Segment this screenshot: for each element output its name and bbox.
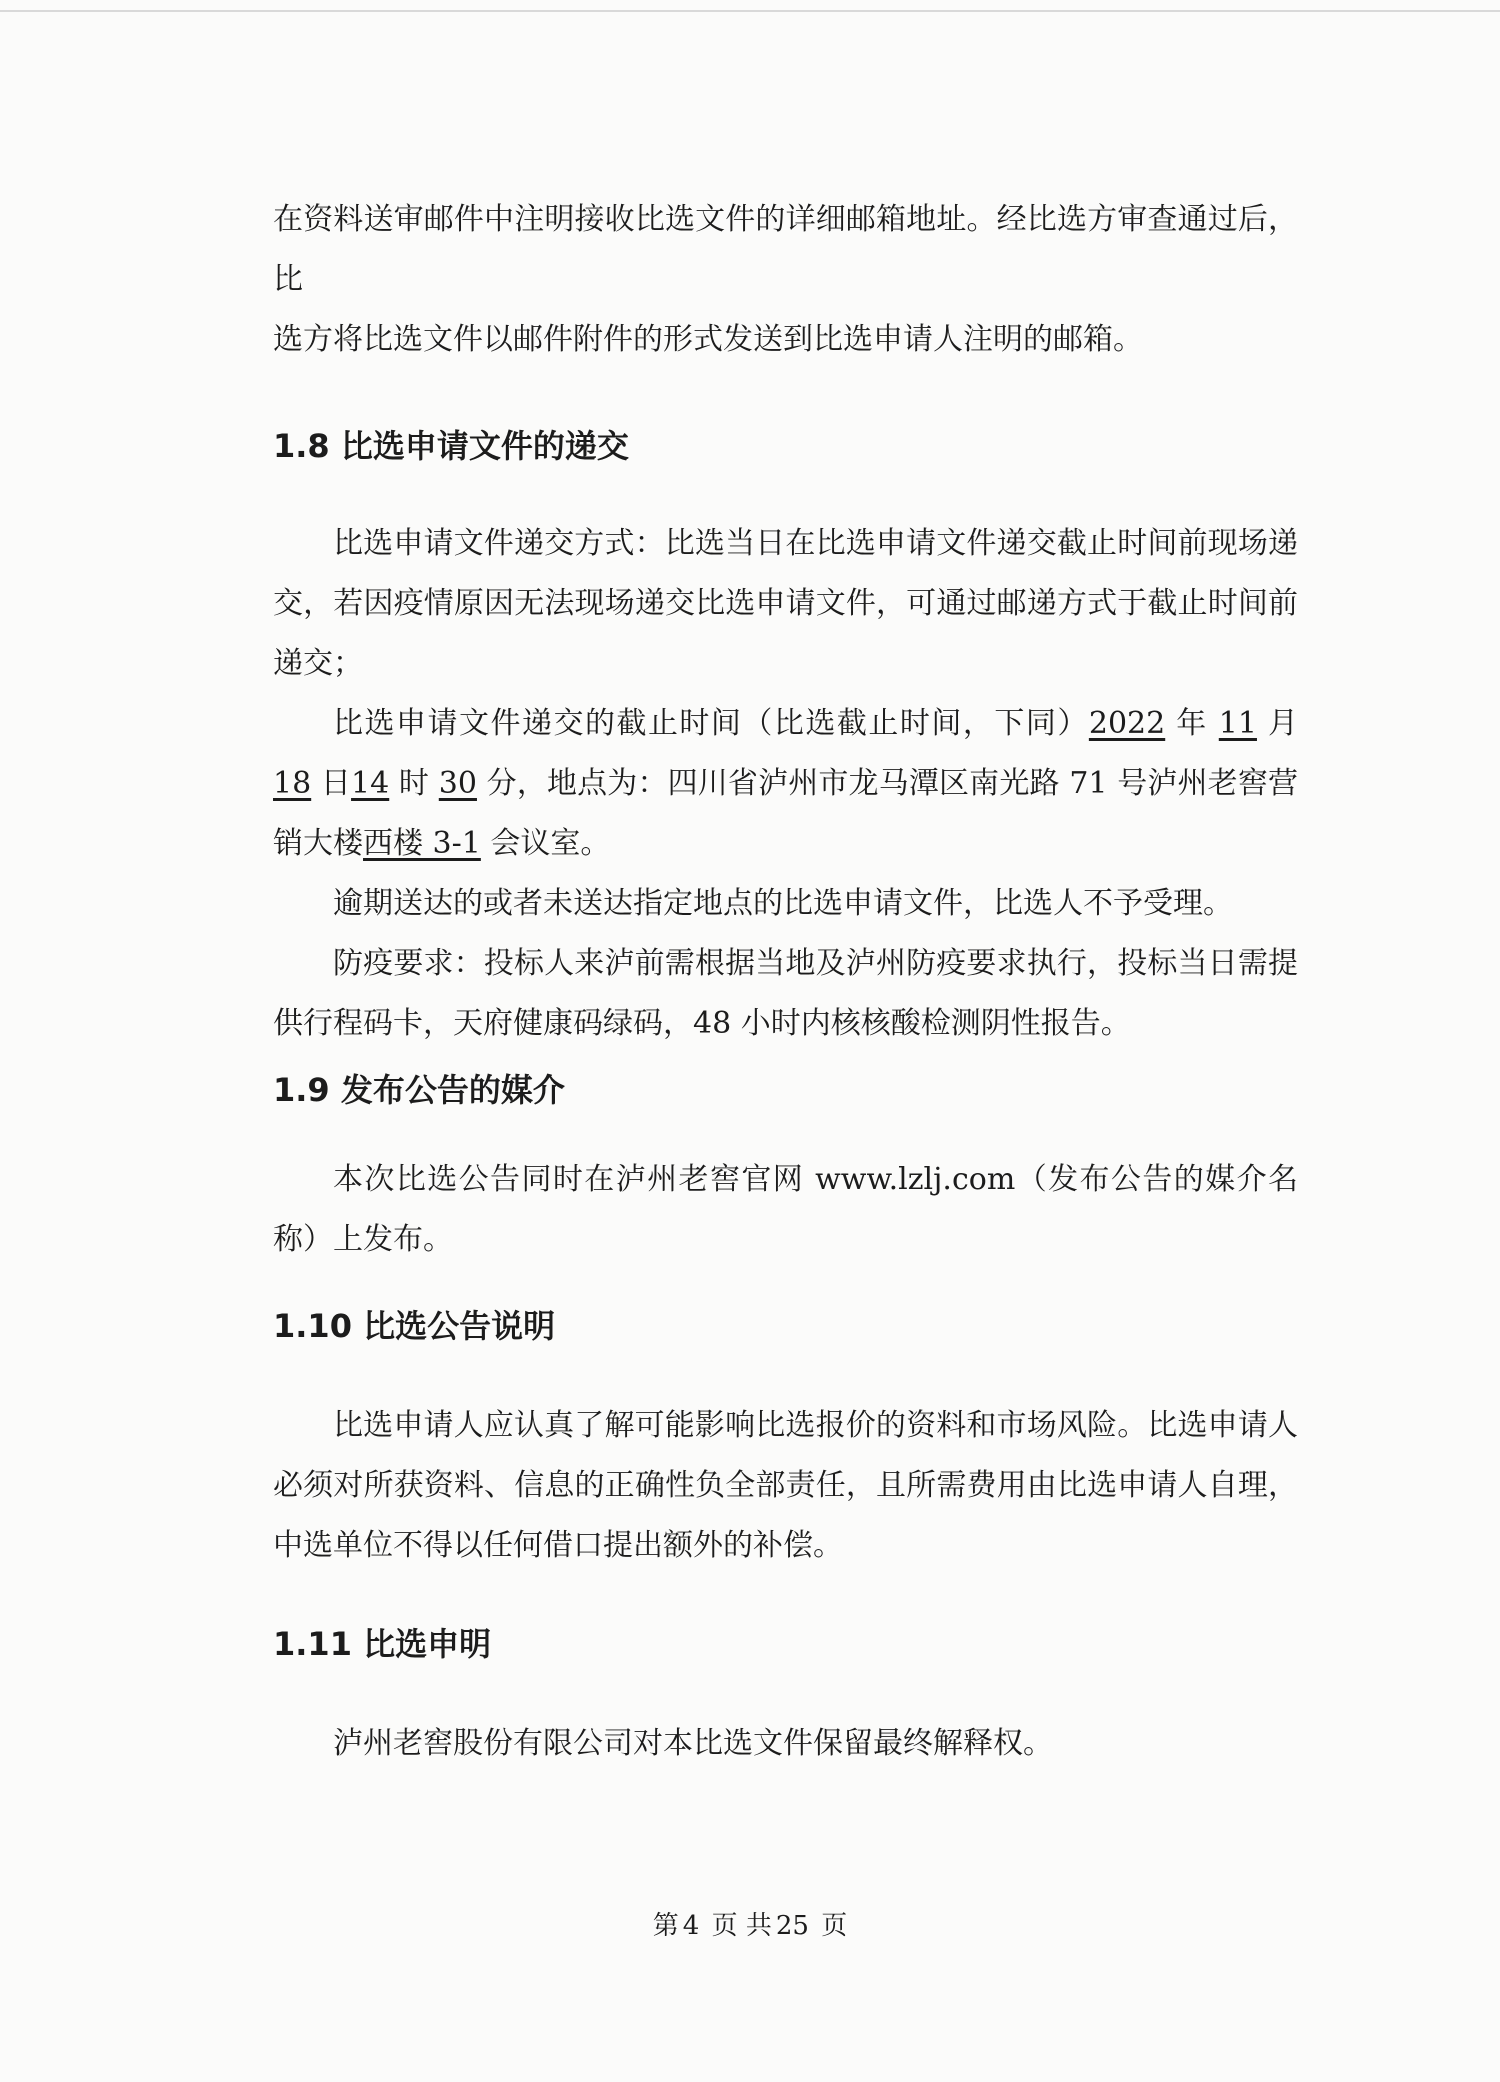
deadline-year: 2022 bbox=[1088, 706, 1166, 741]
footer-page-number: 4 bbox=[682, 1911, 700, 1941]
deadline-year-unit: 年 bbox=[1165, 706, 1219, 741]
section-1-8-paragraph-2 bbox=[273, 694, 1298, 874]
continuation-line-2: 选方将比选文件以邮件附件的形式发送到比选申请人注明的邮箱。 bbox=[273, 322, 1143, 357]
section-1-10-title: 1.10 比选公告说明 bbox=[273, 1307, 556, 1345]
footer-label-post: 页 bbox=[821, 1911, 848, 1941]
deadline-day-unit: 日 bbox=[311, 766, 352, 801]
page-top-rule bbox=[0, 10, 1500, 12]
section-1-9-paragraph-1: 本次比选公告同时在泸州老窖官网 www.lzlj.com（发布公告的媒介名称）上发布。 bbox=[273, 1162, 1298, 1257]
section-1-8-title: 1.8 比选申请文件的递交 bbox=[273, 427, 629, 465]
deadline-location: 分，地点为：四川省泸州市龙马潭区南光路 71 号泸州老窖营销大楼 bbox=[273, 766, 1298, 861]
section-1-11-title: 1.11 比选申明 bbox=[273, 1625, 492, 1663]
footer-label-mid: 页 共 bbox=[711, 1911, 772, 1941]
deadline-month: 11 bbox=[1218, 706, 1257, 741]
deadline-minute: 30 bbox=[438, 766, 477, 801]
section-1-11-paragraph-1: 泸州老窖股份有限公司对本比选文件保留最终解释权。 bbox=[333, 1726, 1053, 1761]
section-1-8-paragraph-3: 逾期送达的或者未送达指定地点的比选申请文件，比选人不予受理。 bbox=[333, 886, 1233, 921]
footer-label-pre: 第 bbox=[652, 1911, 679, 1941]
deadline-hour: 14 bbox=[351, 766, 390, 801]
section-1-8-paragraph-4: 防疫要求：投标人来泸前需根据当地及泸州防疫要求执行，投标当日需提供行程码卡，天府健康码绿码，48 小时内核核酸检测阴性报告。 bbox=[273, 946, 1298, 1041]
deadline-intro: 比选申请文件递交的截止时间（比选截止时间，下同） bbox=[333, 706, 1089, 741]
deadline-hour-unit: 时 bbox=[389, 766, 439, 801]
deadline-day: 18 bbox=[273, 766, 312, 801]
section-1-8-paragraph-1: 比选申请文件递交方式：比选当日在比选申请文件递交截止时间前现场递交，若因疫情原因无法现场递交比选申请文件，可通过邮递方式于截止时间前递交； bbox=[273, 526, 1298, 681]
section-1-10-paragraph-1: 比选申请人应认真了解可能影响比选报价的资料和市场风险。比选申请人必须对所获资料、信息的正确性负全部责任，且所需费用由比选申请人自理，中选单位不得以任何借口提出额外的补偿。 bbox=[273, 1408, 1298, 1563]
continuation-line-1: 在资料送审邮件中注明接收比选文件的详细邮箱地址。经比选方审查通过后，比 bbox=[273, 202, 1298, 297]
page-footer bbox=[0, 1905, 1500, 1942]
document-body bbox=[273, 190, 1298, 1774]
deadline-month-unit: 月 bbox=[1256, 706, 1298, 741]
meeting-room: 西楼 3-1 bbox=[363, 826, 481, 861]
meeting-room-suffix: 会议室。 bbox=[480, 826, 611, 861]
footer-total-pages: 25 bbox=[775, 1911, 809, 1941]
section-1-9-title: 1.9 发布公告的媒介 bbox=[273, 1071, 565, 1109]
